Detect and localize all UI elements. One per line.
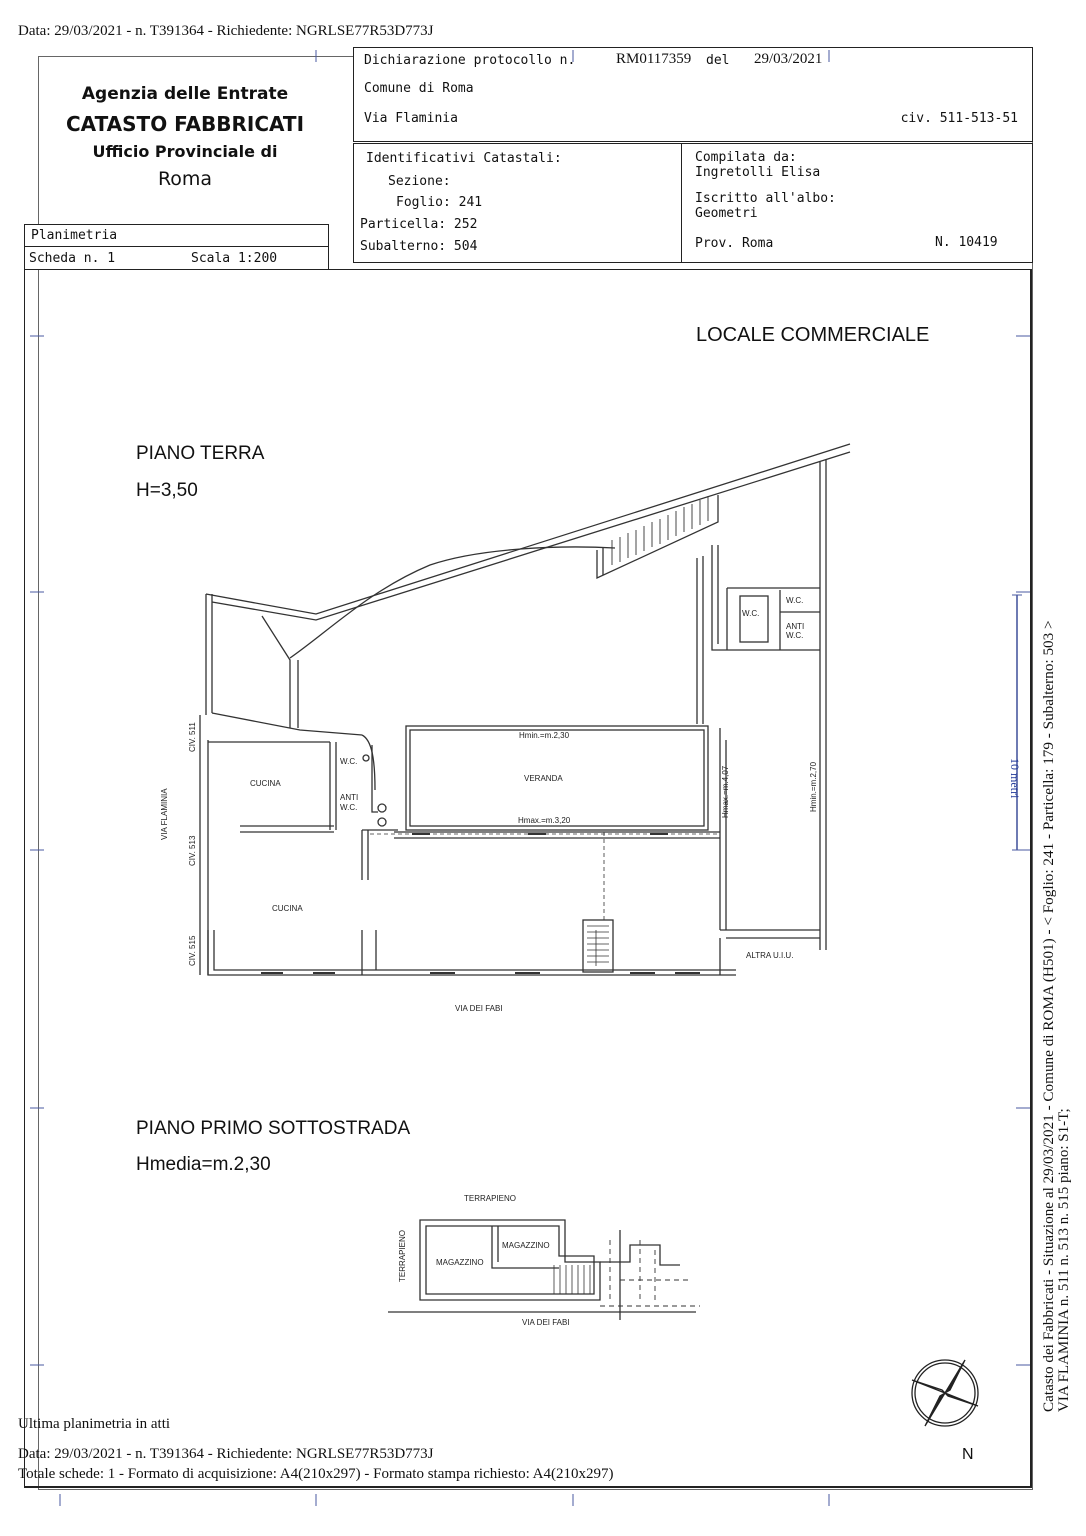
planimetria-label: Planimetria bbox=[31, 228, 118, 243]
header-request-line: Data: 29/03/2021 - n. T391364 - Richiedente: NGRLSE77R53D773J bbox=[18, 23, 434, 39]
label-anti-1: ANTI bbox=[340, 793, 359, 802]
scheda-number: Scheda n. 1 bbox=[29, 251, 116, 266]
label-via-flaminia: VIA FLAMINIA bbox=[160, 788, 169, 840]
label-terrapieno-side: TERRAPIENO bbox=[398, 1229, 407, 1282]
plan-title: LOCALE COMMERCIALE bbox=[696, 324, 930, 346]
comune: Comune di Roma bbox=[364, 81, 474, 96]
label-anti-2: ANTI bbox=[786, 622, 805, 631]
right-margin-situation: Catasto dei Fabbricati - Situazione al 29/03/2021 - Comune di ROMA (H501) - < Foglio: 241 - Particella: 179 - Subalterno: 503 > bbox=[1040, 620, 1057, 1412]
footer-ultima-planimetria: Ultima planimetria in atti bbox=[18, 1416, 171, 1432]
piano-terra-title: PIANO TERRA bbox=[136, 443, 265, 464]
footer-totale-schede: Totale schede: 1 - Formato di acquisizione: A4(210x297) - Formato stampa richiesto: A4(210x297) bbox=[18, 1466, 614, 1482]
label-cucina-1: CUCINA bbox=[250, 779, 281, 788]
albo-name: Geometri bbox=[695, 206, 758, 221]
north-label: N bbox=[962, 1446, 974, 1463]
label-hmax-veranda: Hmax.=m.3,20 bbox=[518, 816, 571, 825]
particella: Particella: 252 bbox=[360, 217, 478, 232]
subalterno: Subalterno: 504 bbox=[360, 239, 478, 254]
label-hmin-side: Hmin.=m.2,70 bbox=[809, 761, 818, 812]
label-terrapieno-top: TERRAPIENO bbox=[464, 1194, 517, 1203]
compilata-label: Compilata da: bbox=[695, 150, 797, 165]
piano-sotto-height: Hmedia=m.2,30 bbox=[136, 1154, 271, 1175]
label-magazzino-1: MAGAZZINO bbox=[436, 1258, 484, 1267]
protocol-number: RM0117359 bbox=[616, 51, 692, 67]
scale-ruler-label: 10 metri bbox=[1008, 758, 1022, 799]
sezione: Sezione: bbox=[388, 174, 451, 189]
label-veranda: VERANDA bbox=[524, 774, 563, 783]
agency-name: Agenzia delle Entrate bbox=[81, 84, 289, 104]
provincia: Prov. Roma bbox=[695, 236, 774, 251]
catasto-fabbricati-title: CATASTO FABBRICATI bbox=[65, 112, 305, 136]
label-civ-513: CIV. 513 bbox=[188, 835, 197, 866]
civic-numbers: civ. 511-513-51 bbox=[900, 111, 1018, 126]
north-arrow bbox=[912, 1360, 978, 1426]
dichiarazione-del: del bbox=[706, 53, 730, 68]
label-magazzino-2: MAGAZZINO bbox=[502, 1241, 550, 1250]
label-wc-3: W.C. bbox=[786, 596, 804, 605]
label-wc-1: W.C. bbox=[340, 757, 358, 766]
compilata-name: Ingretolli Elisa bbox=[695, 165, 821, 180]
right-margin-address: VIA FLAMINIA n. 511 n. 513 n. 515 piano: S1-T; bbox=[1056, 1108, 1072, 1412]
piano-sotto-title: PIANO PRIMO SOTTOSTRADA bbox=[136, 1118, 411, 1139]
foglio: Foglio: 241 bbox=[396, 195, 483, 210]
label-altra-uiu: ALTRA U.I.U. bbox=[746, 951, 794, 960]
protocol-date: 29/03/2021 bbox=[754, 51, 823, 67]
label-civ-511: CIV. 511 bbox=[188, 722, 197, 752]
albo-number: N. 10419 bbox=[935, 235, 998, 250]
label-hmin-veranda: Hmin.=m.2,30 bbox=[519, 731, 570, 740]
label-cucina-2: CUCINA bbox=[272, 904, 303, 913]
ufficio-provinciale: Ufficio Provinciale di bbox=[92, 142, 278, 161]
dichiarazione-prefix: Dichiarazione protocollo n. bbox=[364, 53, 576, 68]
scala: Scala 1:200 bbox=[191, 251, 278, 266]
label-via-dei-fabi: VIA DEI FABI bbox=[455, 1004, 503, 1013]
iscritto-label: Iscritto all'albo: bbox=[695, 191, 836, 206]
label-hmax-side: Hmax.=m.4,07 bbox=[721, 765, 730, 818]
identificativi-title: Identificativi Catastali: bbox=[366, 151, 562, 166]
via: Via Flaminia bbox=[364, 111, 458, 126]
label-wc-2: W.C. bbox=[742, 609, 760, 618]
piano-terra-height: H=3,50 bbox=[136, 480, 198, 501]
label-civ-515: CIV. 515 bbox=[188, 935, 197, 966]
label-wc-1b: W.C. bbox=[340, 803, 358, 812]
label-wc-2b: W.C. bbox=[786, 631, 804, 640]
label-via-dei-fabi-2: VIA DEI FABI bbox=[522, 1318, 570, 1327]
ufficio-city: Roma bbox=[157, 168, 213, 190]
footer-request-line: Data: 29/03/2021 - n. T391364 - Richiedente: NGRLSE77R53D773J bbox=[18, 1446, 434, 1462]
